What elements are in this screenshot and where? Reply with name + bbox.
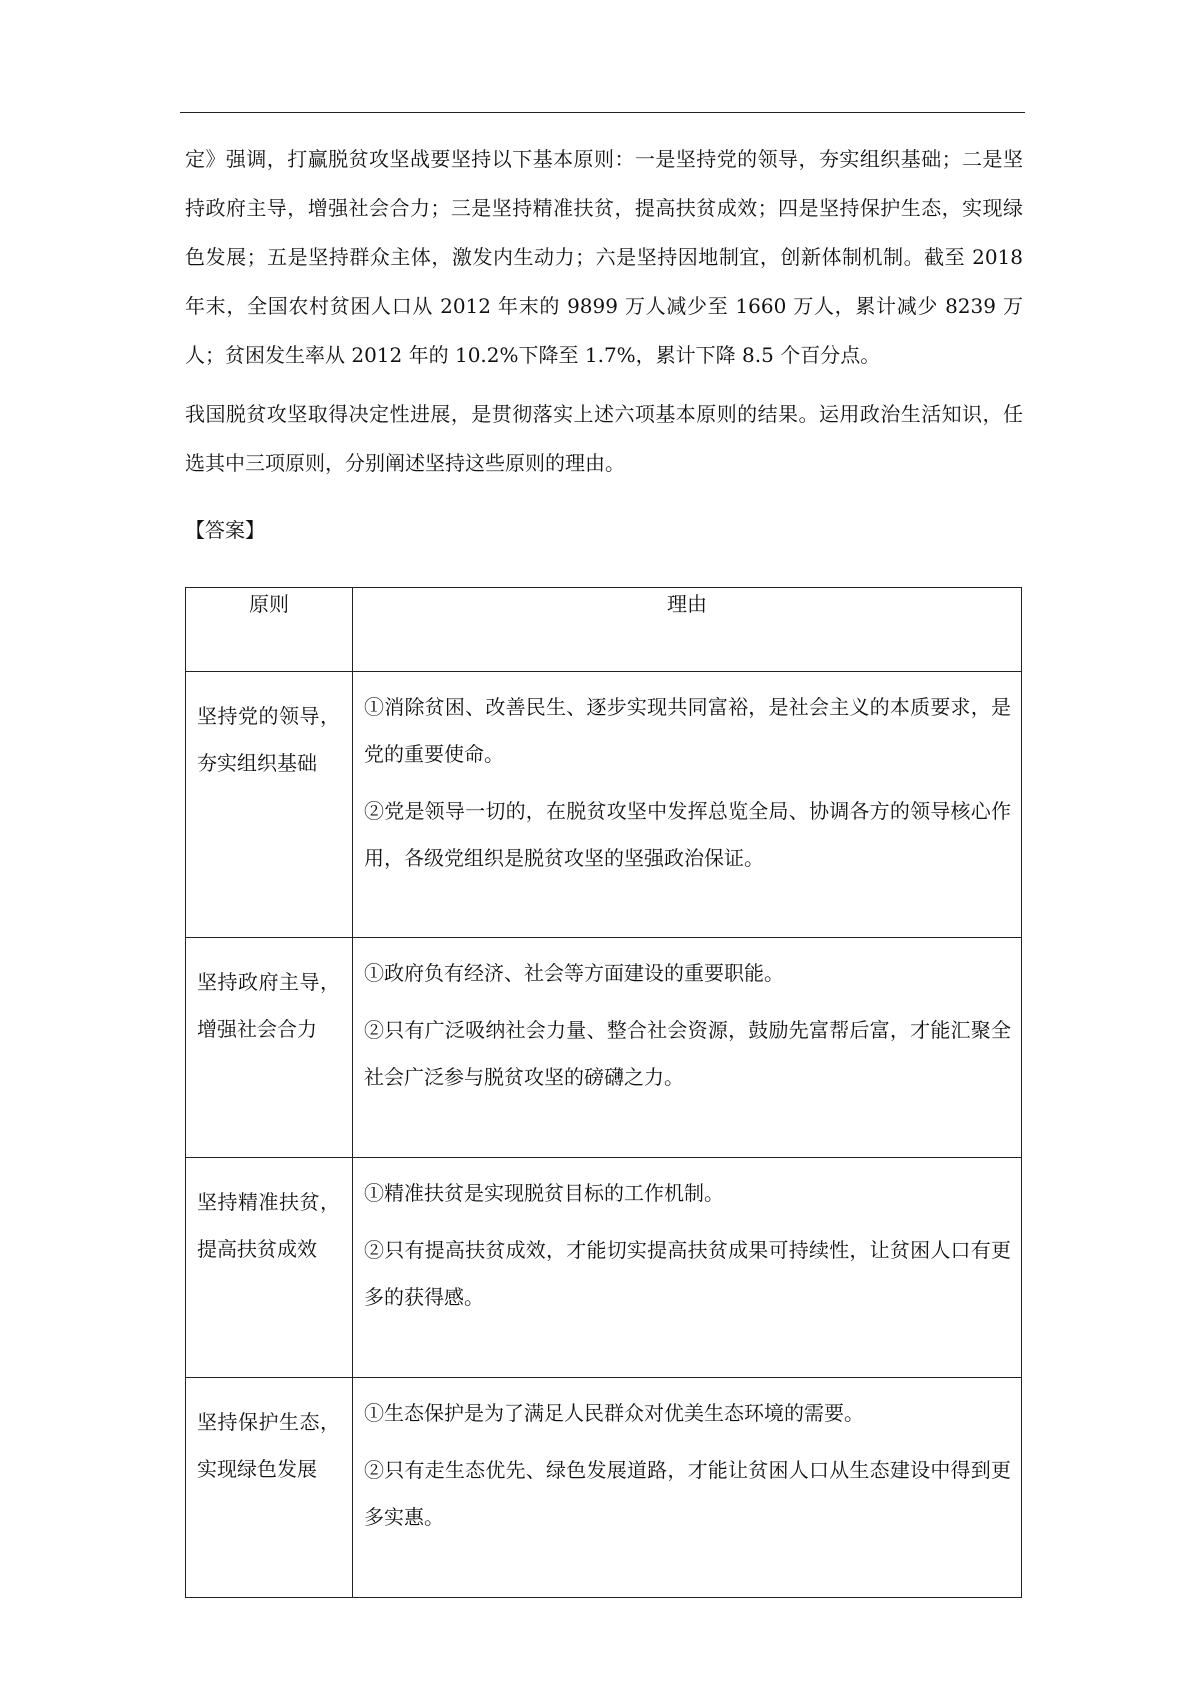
document-body <box>185 135 1023 550</box>
principle-cell: 坚持党的领导，夯实组织基础 <box>186 672 353 938</box>
table-row <box>186 1378 1022 1598</box>
header-rule <box>180 112 1025 113</box>
reason-cell <box>353 938 1022 1158</box>
reason-item: ①生态保护是为了满足人民群众对优美生态环境的需要。 <box>364 1401 864 1425</box>
table-row <box>186 938 1022 1158</box>
answer-label: 【答案】 <box>185 518 265 542</box>
reason-item: ②党是领导一切的，在脱贫攻坚中发挥总览全局、协调各方的领导核心作用，各级党组织是脱贫攻坚的坚强政治保证。 <box>364 799 1011 870</box>
table-header-row <box>186 588 1022 672</box>
intro-paragraph-1: 定》强调，打赢脱贫攻坚战要坚持以下基本原则：一是坚持党的领导，夯实组织基础；二是坚持政府主导，增强社会合力；三是坚持精准扶贫，提高扶贫成效；四是坚持保护生态，实现绿色发展；五是坚持群众主体，激发内生动力；六是坚持因地制宜，创新体制机制。截至 2018 年末，全国农村贫困人口从 2012 年末的 9899 万人减少至 1660 万人，累计减少 8239 万人；贫困发生率从 2012 年的 10.2%下降至 1.7%，累计下降 8.5 个百分点。 <box>185 147 1023 367</box>
reason-item: ①精准扶贫是实现脱贫目标的工作机制。 <box>364 1181 724 1205</box>
principle-cell: 坚持政府主导，增强社会合力 <box>186 938 353 1158</box>
reason-item: ②只有广泛吸纳社会力量、整合社会资源，鼓励先富帮后富，才能汇聚全社会广泛参与脱贫攻坚的磅礴之力。 <box>364 1018 1011 1089</box>
reason-item: ②只有提高扶贫成效，才能切实提高扶贫成果可持续性，让贫困人口有更多的获得感。 <box>364 1238 1011 1309</box>
reason-item: ②只有走生态优先、绿色发展道路，才能让贫困人口从生态建设中得到更多实惠。 <box>364 1458 1011 1529</box>
reason-item: ①政府负有经济、社会等方面建设的重要职能。 <box>364 961 784 985</box>
header-principle: 原则 <box>186 588 353 672</box>
table-row <box>186 672 1022 938</box>
question-paragraph: 我国脱贫攻坚取得决定性进展，是贯彻落实上述六项基本原则的结果。运用政治生活知识，任选其中三项原则，分别阐述坚持这些原则的理由。 <box>185 402 1023 475</box>
table-row <box>186 1158 1022 1378</box>
reason-cell <box>353 672 1022 938</box>
principle-cell: 坚持保护生态，实现绿色发展 <box>186 1378 353 1598</box>
reason-cell <box>353 1158 1022 1378</box>
reason-item: ①消除贫困、改善民生、逐步实现共同富裕，是社会主义的本质要求，是党的重要使命。 <box>364 695 1011 766</box>
reason-cell <box>353 1378 1022 1598</box>
header-reason: 理由 <box>353 588 1022 672</box>
answer-table <box>185 587 1022 1598</box>
principle-cell: 坚持精准扶贫，提高扶贫成效 <box>186 1158 353 1378</box>
